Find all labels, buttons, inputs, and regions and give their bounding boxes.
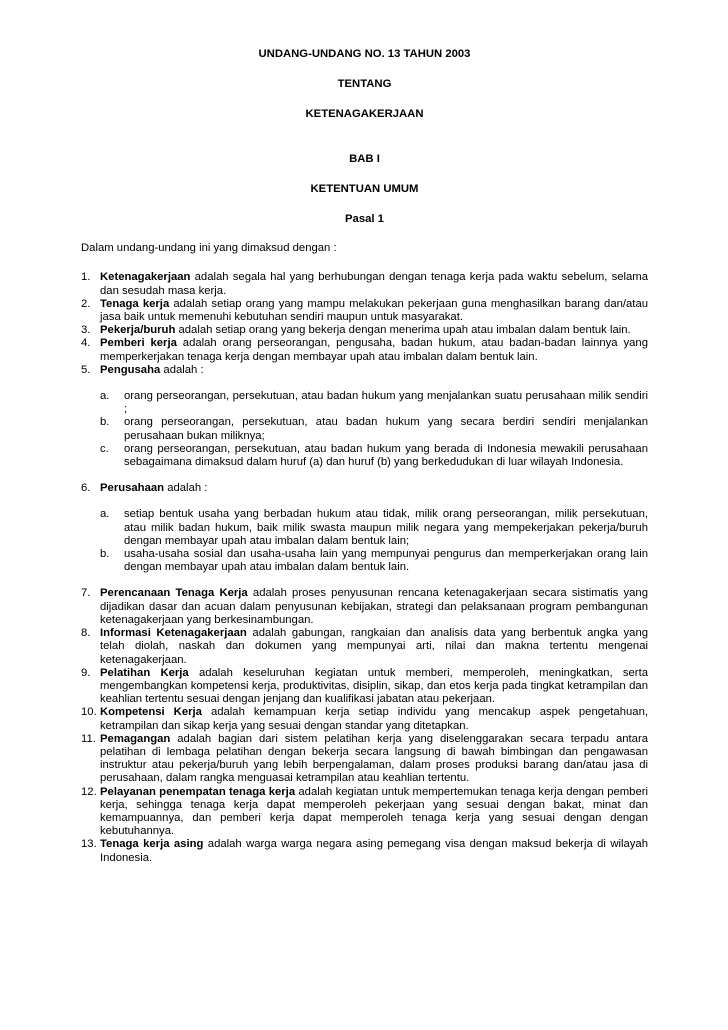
- intro-text: Dalam undang-undang ini yang dimaksud dengan :: [81, 242, 337, 255]
- item-text: adalah proses penyusunan rencana ketenagakerjaan secara sistimatis yang dijadikan dasar dan acuan dalam penyusunan kebijakan, strategi dan pelaksanaan program pembangunan ketenagakerjaan yang berkesinambungan.: [100, 587, 648, 626]
- bab-title: KETENTUAN UMUM: [310, 182, 419, 195]
- list-item: [81, 337, 648, 363]
- list-item: [81, 482, 648, 495]
- item-text: adalah :: [160, 363, 204, 376]
- definition-list-2: [81, 587, 648, 864]
- item-number: 6.: [81, 482, 91, 495]
- pasal-heading: Pasal 1: [345, 213, 384, 226]
- item-term: Pengusaha: [100, 363, 161, 376]
- document-page: [81, 48, 648, 865]
- item-term: Kompetensi Kerja: [100, 706, 202, 719]
- sub-item: [100, 416, 648, 442]
- sub-item-text: orang perseorangan, persekutuan, atau badan hukum yang berada di Indonesia mewakili perusahaan sebagaimana dimaksud dalam huruf (a) dan huruf (b) yang berkedudukan di luar wilayah Indonesia.: [124, 442, 648, 469]
- item-text: adalah bagian dari sistem pelatihan kerja yang diselenggarakan secara terpadu antara pelatihan di lembaga pelatihan dengan bekerja secara langsung di bawah bimbingan dan pengawasan instruktur atau pekerja/buruh yang lebih berpengalaman, dalam proses produksi barang dan/atau jasa di perusahaan, dalam rangka menguasai ketrampilan atau keahlian tertentu.: [100, 732, 648, 785]
- list-item: [81, 324, 648, 337]
- item-term: Informasi Ketenagakerjaan: [100, 627, 247, 640]
- sub-item-text: orang perseorangan, persekutuan, atau badan hukum yang secara berdiri sendiri menjalankan perusahaan bukan miliknya;: [124, 416, 648, 442]
- sub-item-letter: c.: [100, 442, 109, 455]
- item-text: adalah kegiatan untuk mempertemukan tenaga kerja dengan pemberi kerja, sehingga tenaga kerja dapat memperoleh pekerjaan yang sesuai dengan bakat, minat dan kemampuannya, dan pemberi kerja dapat memperoleh tenaga kerja yang sesuai dengan dengan kebutuhannya.: [100, 785, 649, 838]
- item-term: Ketenagakerjaan: [100, 271, 191, 284]
- item-number: 10.: [81, 706, 97, 719]
- item-text: adalah segala hal yang berhubungan dengan tenaga kerja pada waktu sebelum, selama dan sesudah masa kerja.: [100, 271, 648, 297]
- item-number: 5.: [81, 363, 91, 376]
- sub-item-text: setiap bentuk usaha yang berbadan hukum atau tidak, milik orang perseorangan, milik persekutuan, atau milik badan hukum, baik milik swasta maupun milik negara yang mempekerjakan pekerja/buruh dengan membayar upah atau imbalan dalam bentuk lain;: [124, 508, 648, 547]
- law-title: UNDANG-UNDANG NO. 13 TAHUN 2003: [258, 48, 471, 60]
- item-text: adalah :: [164, 482, 208, 495]
- list-item: [81, 271, 648, 297]
- item-number: 12.: [81, 785, 97, 798]
- item-number: 4.: [81, 337, 91, 350]
- item-number: 8.: [81, 627, 91, 640]
- item-number: 1.: [81, 271, 91, 284]
- item-term: Pelatihan Kerja: [100, 666, 189, 679]
- sub-item-text: usaha-usaha sosial dan usaha-usaha lain yang mempunyai pengurus dan memperkerjakan orang lain dengan membayar upah atau imbalan dalam bentuk lain.: [124, 548, 648, 574]
- list-item: [81, 667, 648, 707]
- sub-item: [100, 390, 648, 416]
- item-term: Perencanaan Tenaga Kerja: [100, 587, 248, 600]
- item-term: Pekerja/buruh: [100, 324, 176, 337]
- sub-item-letter: a.: [100, 508, 110, 521]
- item-term: Perusahaan: [100, 482, 165, 495]
- item-text: adalah gabungan, rangkaian dan analisis data yang berbentuk angka yang telah diolah, naskah dan dokumen yang mempunyai arti, nilai dan makna tertentu mengenai ketenagakerjaan.: [100, 627, 649, 666]
- sublist-pengusaha: [81, 390, 648, 469]
- item-number: 13.: [81, 838, 97, 851]
- item-term: Tenaga kerja: [100, 297, 170, 310]
- bab-heading: BAB I: [349, 152, 380, 165]
- item-text: adalah orang perseorangan, pengusaha, badan hukum, atau badan-badan lainnya yang memperkerjakan tenaga kerja dengan membayar upah atau imbalan dalam bentuk lain.: [100, 337, 648, 363]
- item-text: adalah warga warga negara asing pemegang visa dengan maksud bekerja di wilayah Indonesia.: [100, 838, 648, 864]
- list-item: [81, 298, 648, 324]
- list-item: [81, 786, 648, 839]
- sub-item: [100, 508, 648, 548]
- item-number: 11.: [81, 732, 96, 745]
- sub-item: [100, 443, 648, 469]
- item-text: adalah keseluruhan kegiatan untuk memberi, memperoleh, meningkatkan, serta mengembangkan kompetensi kerja, produktivitas, disiplin, sikap, dan etos kerja pada tingkat ketrampilan dan keahlian tertentu sesuai dengan jenjang dan kualifikasi jabatan atau pekerjaan.: [100, 666, 648, 706]
- sublist-perusahaan: [81, 508, 648, 574]
- item-text: adalah setiap orang yang mampu melakukan pekerjaan guna menghasilkan barang dan/atau jasa baik untuk memenuhi kebutuhan sendiri maupun untuk masyarakat.: [100, 297, 649, 324]
- list-item: [81, 838, 648, 864]
- sub-item-letter: b.: [100, 416, 110, 429]
- item-term: Pemberi kerja: [100, 337, 177, 350]
- tentang-heading: TENTANG: [337, 78, 392, 91]
- item-number: 2.: [81, 297, 91, 310]
- item-text: adalah kemampuan kerja setiap individu yang mencakup aspek pengetahuan, ketrampilan dan sikap kerja yang sesuai dengan standar yang ditetapkan.: [100, 706, 648, 732]
- item-text: adalah setiap orang yang bekerja dengan menerima upah atau imbalan dalam bentuk lain.: [175, 324, 631, 337]
- list-item: [81, 706, 648, 732]
- item-term: Pemagangan: [100, 732, 171, 745]
- sub-item: [100, 548, 648, 574]
- item-number: 3.: [81, 324, 91, 337]
- sub-item-letter: b.: [100, 548, 110, 561]
- item-term: Pelayanan penempatan tenaga kerja: [100, 785, 296, 798]
- list-item: [81, 627, 648, 667]
- list-item: [81, 587, 648, 627]
- list-item: [81, 733, 648, 786]
- subject-heading: KETENAGAKERJAAN: [305, 108, 424, 121]
- item-term: Tenaga kerja asing: [100, 838, 204, 851]
- sub-item-letter: a.: [100, 390, 110, 403]
- definition-list-1: [81, 271, 648, 377]
- sub-item-text: orang perseorangan, persekutuan, atau badan hukum yang menjalankan suatu perusahaan milik sendiri ;: [124, 390, 648, 416]
- list-item: [81, 364, 648, 377]
- item-number: 7.: [81, 587, 91, 600]
- item-number: 9.: [81, 666, 91, 679]
